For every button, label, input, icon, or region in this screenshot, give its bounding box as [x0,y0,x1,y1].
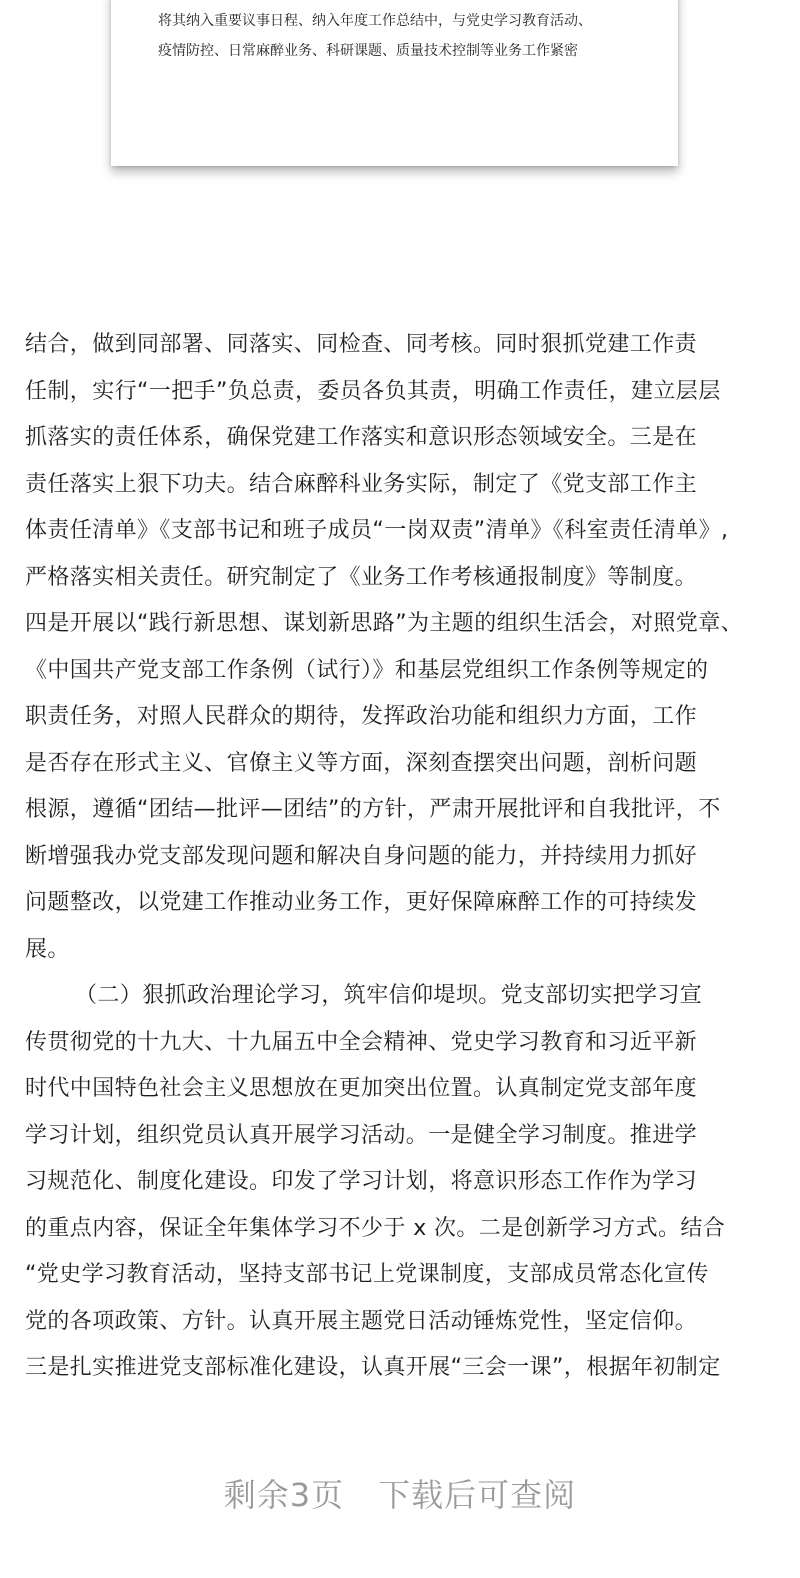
text-line: “党史学习教育活动，坚持支部书记上党课制度，支部成员常态化宣传 [25,1262,709,1287]
section-heading-line: （二）狠抓政治理论学习，筑牢信仰堤坝。党支部切实把学习宣 [75,983,703,1008]
text-line: 责任落实上狠下功夫。结合麻醉科业务实际，制定了《党支部工作主 [25,471,698,497]
text-line: 传贯彻党的十九大、十九届五中全会精神、党史学习教育和习近平新 [25,1029,698,1055]
text-line: 断增强我办党支部发现问题和解决自身问题的能力，并持续用力抓好 [25,843,698,869]
text-line: 任制，实行“一把手”负总责，委员各负其责，明确工作责任，建立层层 [25,378,721,404]
text-line: 职责任务，对照人民群众的期待，发挥政治功能和组织力方面，工作 [25,704,698,729]
text-line: 是否存在形式主义、官僚主义等方面，深刻查摆突出问题，剖析问题 [25,750,698,776]
text-line: 三是扎实推进党支部标准化建设，认真开展“三会一课”，根据年初制定 [25,1355,721,1380]
text-line: 时代中国特色社会主义思想放在更加突出位置。认真制定党支部年度 [25,1076,698,1101]
card-text-line: 疫情防控、日常麻醉业务、科研课题、质量技术控制等业务工作紧密 [158,43,578,59]
card-text-line [158,0,658,2]
card-text-line: 将其纳入重要议事日程、纳入年度工作总结中，与党史学习教育活动、 [158,13,592,29]
text-line: 结合，做到同部署、同落实、同检查、同考核。同时狠抓党建工作责 [25,332,698,357]
text-line: 根源，遵循“团结—批评—团结”的方针，严肃开展批评和自我批评，不 [25,797,721,822]
download-prompt[interactable] [0,1470,800,1516]
text-line: 学习计划，组织党员认真开展学习活动。一是健全学习制度。推进学 [25,1122,698,1148]
text-line: 的重点内容，保证全年集体学习不少于 x 次。二是创新学习方式。结合 [25,1215,726,1241]
text-line: 抓落实的责任体系，确保党建工作落实和意识形态领域安全。三是在 [25,425,698,450]
text-line: 四是开展以“践行新思想、谋划新思路”为主题的组织生活会，对照党章、 [25,611,743,636]
text-line: 体责任清单》《支部书记和班子成员“一岗双责”清单》《科室责任清单》, [25,518,729,543]
document-body [25,322,775,1392]
text-line: 展。 [25,936,70,962]
text-line: 《中国共产党支部工作条例（试行）》和基层党组织工作条例等规定的 [25,657,709,683]
preview-card [111,0,678,166]
download-to-view-label: 下载后可查阅 [378,1476,577,1514]
remaining-pages-label: 剩余3页 [223,1476,345,1514]
text-line: 党的各项政策、方针。认真开展主题党日活动锤炼党性，坚定信仰。 [25,1308,698,1334]
text-line: 问题整改，以党建工作推动业务工作，更好保障麻醉工作的可持续发 [25,890,698,915]
text-line: 严格落实相关责任。研究制定了《业务工作考核通报制度》等制度。 [25,564,698,590]
text-line: 习规范化、制度化建设。印发了学习计划，将意识形态工作作为学习 [25,1169,698,1194]
